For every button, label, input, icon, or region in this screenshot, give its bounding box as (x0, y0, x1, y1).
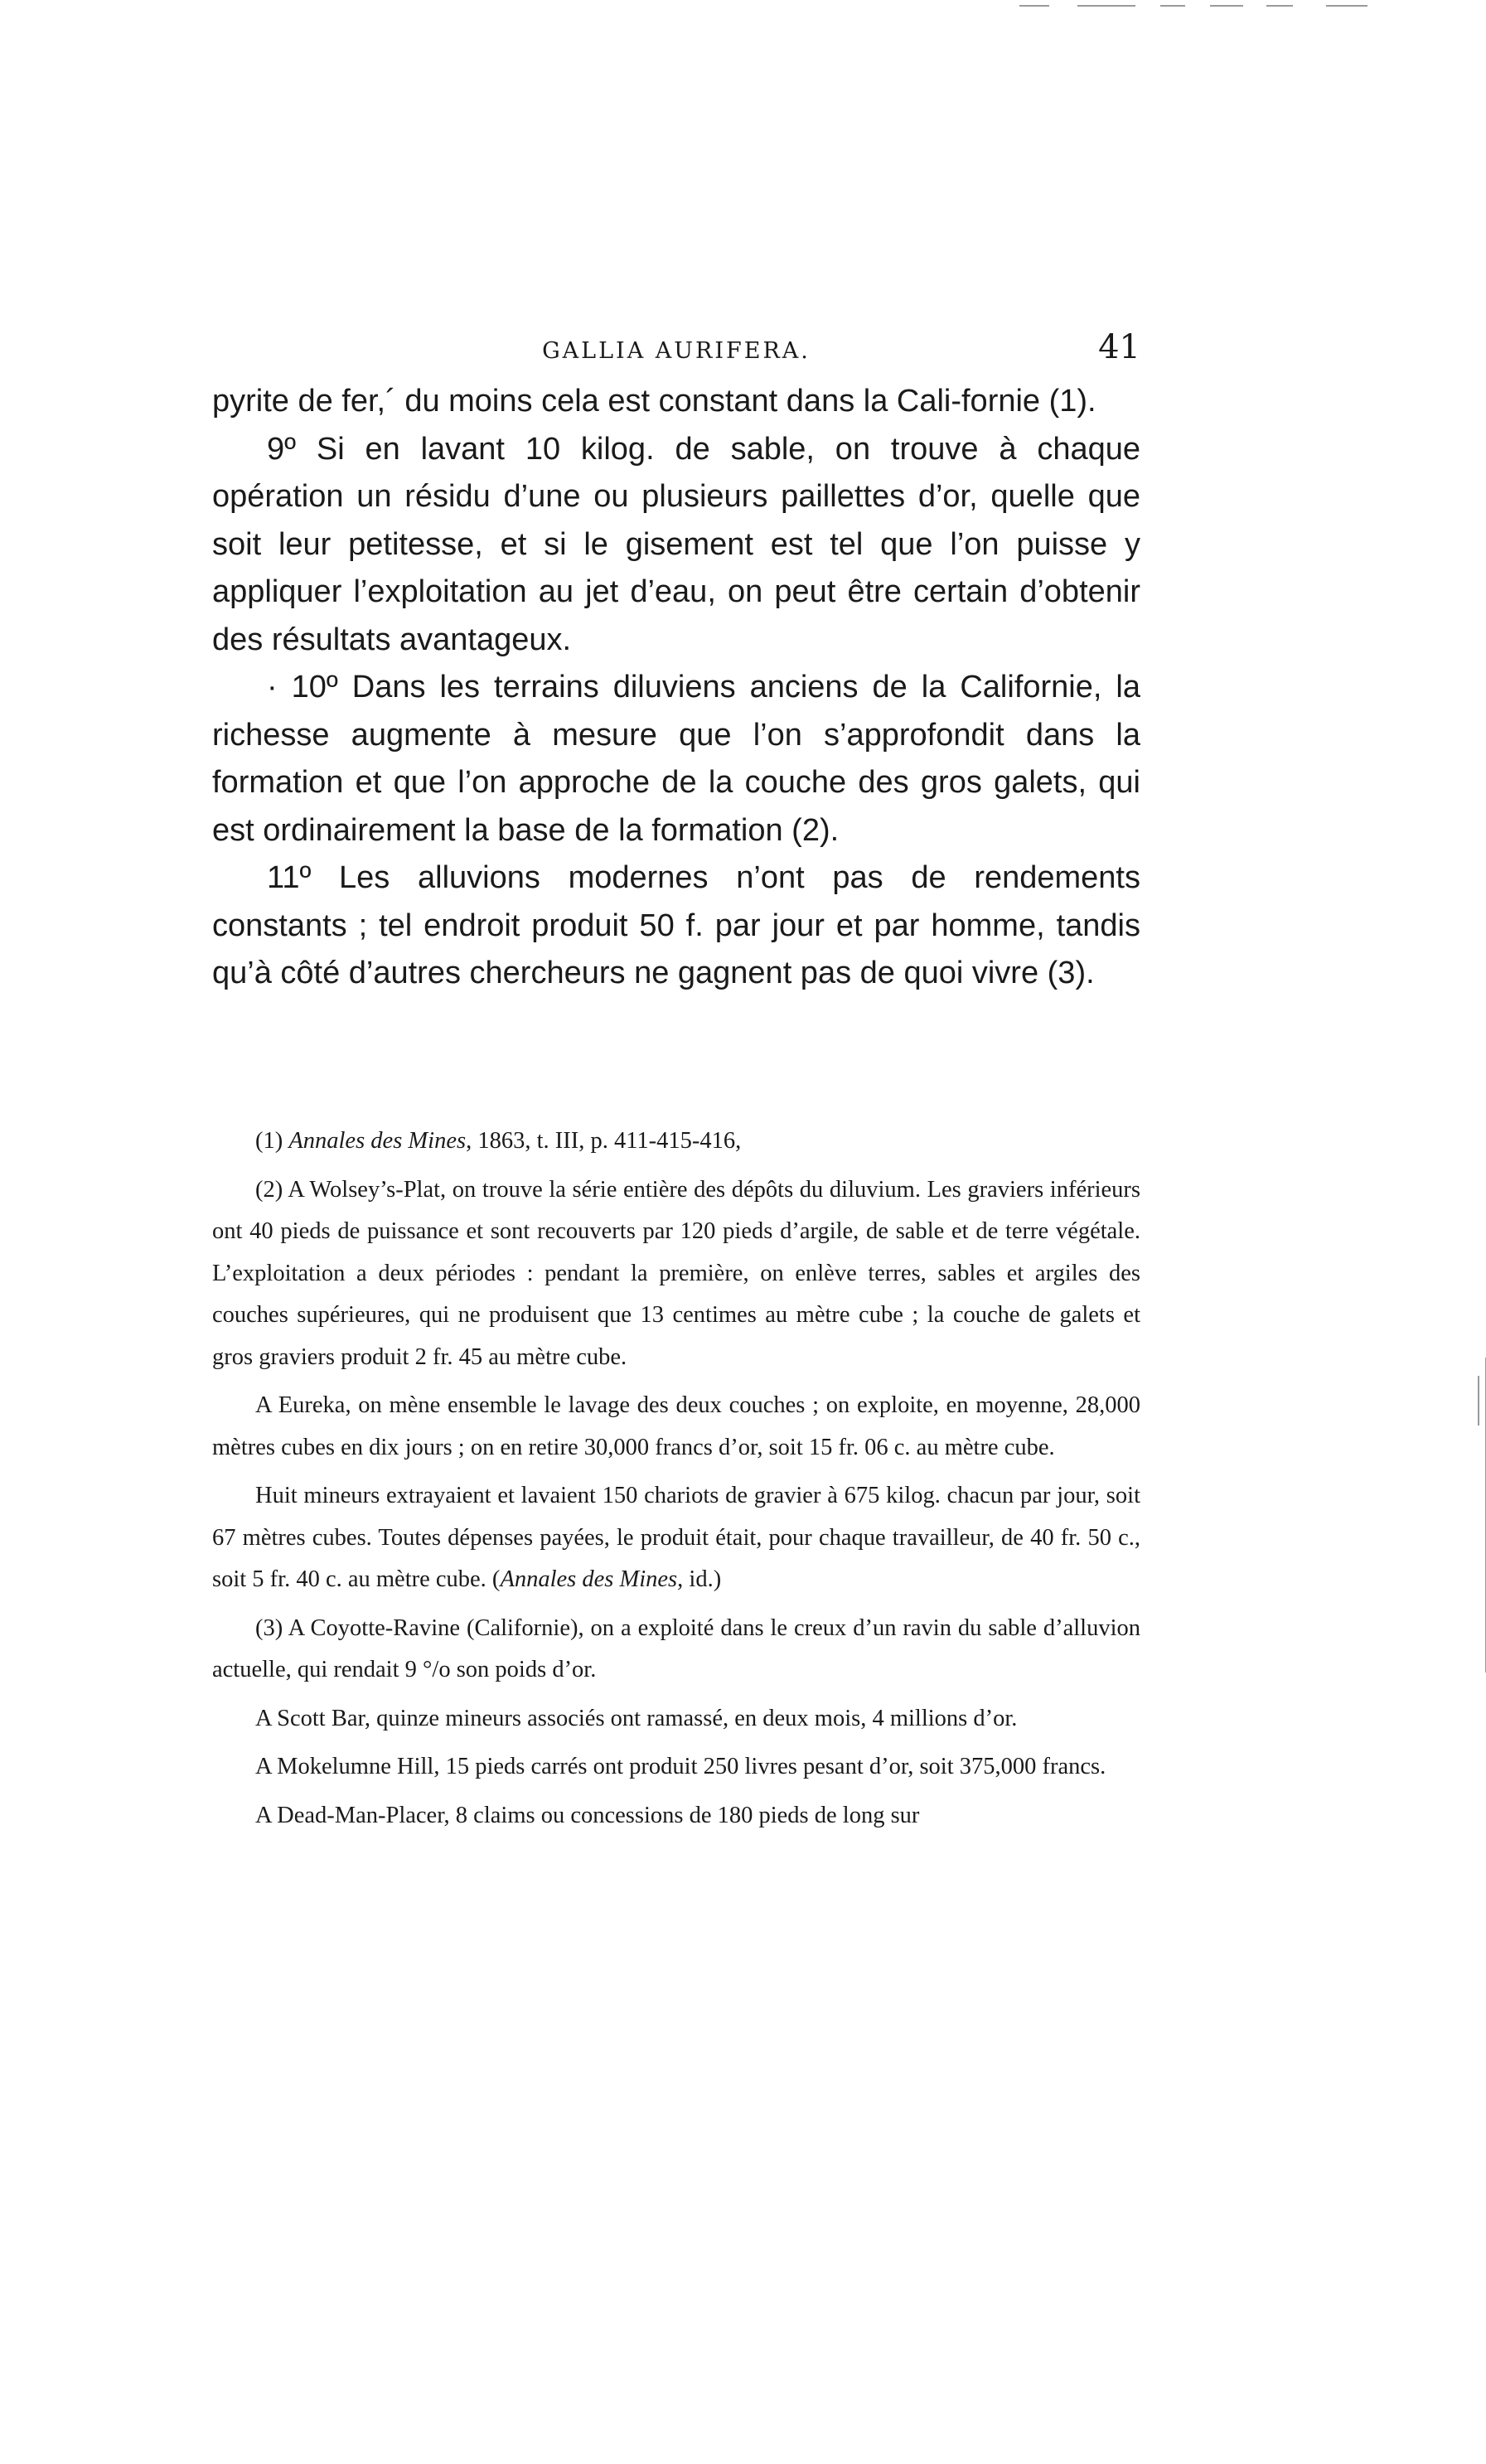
page-number: 41 (1098, 328, 1140, 366)
footnotes (212, 1121, 1140, 1837)
scan-mark (1478, 1376, 1479, 1426)
footnote-paragraph (212, 1475, 1140, 1601)
footnote-marker: (1) (255, 1128, 289, 1154)
scan-mark (1210, 5, 1243, 7)
footnote-paragraph: A Scott Bar, quinze mineurs associés ont ramassé, en deux mois, 4 millions d’or. (255, 1705, 1018, 1731)
scan-mark (1160, 5, 1185, 7)
footnote-text: , id.) (677, 1566, 722, 1592)
scan-mark (1266, 5, 1293, 7)
paragraph: 11º Les alluvions modernes n’ont pas de rendements constants ; tel endroit produit 50 f. par jour et par homme, tandis qu’à côté d’autres chercheurs ne gagnent pas de quoi vivre (3). (212, 860, 1140, 990)
footnote-text: , 1863, t. III, p. 411-415-416, (466, 1128, 742, 1154)
footnote (212, 1121, 1140, 1163)
paragraph: pyrite de fer,´ du moins cela est constant dans la Cali-fornie (1). (212, 384, 1096, 419)
scan-mark (1326, 5, 1367, 7)
footnote-paragraph: A Mokelumne Hill, 15 pieds carrés ont produit 250 livres pesant d’or, soit 375,000 francs. (255, 1754, 1106, 1779)
running-title: GALLIA AURIFERA. (542, 338, 811, 364)
running-head (212, 327, 1140, 376)
footnote-paragraph: A Dead-Man-Placer, 8 claims ou concessions de 180 pieds de long sur (255, 1802, 920, 1828)
footnote: (3) A Coyotte-Ravine (Californie), on a exploité dans le creux d’un ravin du sable d’alluvion actuelle, qui rendait 9 °/o son poids d’or. (212, 1614, 1140, 1682)
footnote: (2) A Wolsey’s-Plat, on trouve la série entière des dépôts du diluvium. Les graviers inférieurs ont 40 pieds de puissance et sont recouverts par 120 pieds d’argile, de sable et de terre végétale. L’exploitation a deux périodes : pendant la première, on enlève terres, sables et argiles des couches supérieures, qui ne produisent que 13 centimes au mètre cube ; la couche de galets et gros graviers produit 2 fr. 45 au mètre cube. (212, 1176, 1140, 1370)
paragraph: 9º Si en lavant 10 kilog. de sable, on trouve à chaque opération un résidu d’une ou plusieurs paillettes d’or, quelle que soit leur petitesse, et si le gisement est tel que l’on puisse y appliquer l’exploitation au jet d’eau, on peut être certain d’obtenir des résultats avantageux. (212, 431, 1140, 657)
footnote-paragraph: A Eureka, on mène ensemble le lavage des deux couches ; on exploite, en moyenne, 28,000 mètres cubes en dix jours ; on en retire 30,000 francs d’or, soit 15 fr. 06 c. au mètre cube. (212, 1392, 1140, 1460)
scan-mark (1077, 5, 1135, 7)
body-text (212, 378, 1140, 998)
source-title: Annales des Mines (288, 1128, 467, 1154)
paragraph: · 10º Dans les terrains diluviens anciens de la Californie, la richesse augmente à mesure que l’on s’approfondit dans la formation et que l’on approche de la couche des gros galets, qui est ordinairement la base de la formation (2). (212, 670, 1140, 848)
footnote-text: Huit mineurs extrayaient et lavaient 150 chariots de gravier à 675 kilog. chacun par jour, soit 67 mètres cubes. Toutes dépenses payées, le produit était, pour chaque travailleur, de 40 fr. 50 c., soit 5 fr. 40 c. au mètre cube. ( (212, 1483, 1140, 1592)
source-title: Annales des Mines (500, 1566, 678, 1592)
scan-mark (1019, 5, 1049, 7)
